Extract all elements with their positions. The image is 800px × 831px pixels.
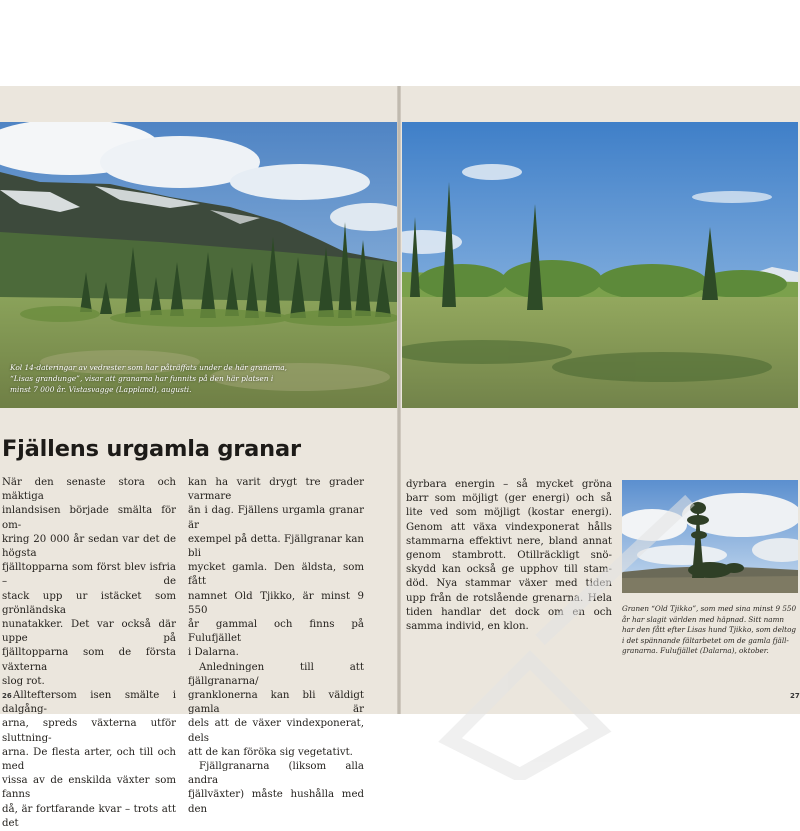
body-line: exempel på detta. Fjällgranar kan bli bbox=[188, 533, 364, 560]
body-line: arna. De flesta arter, och till och med bbox=[2, 746, 176, 773]
body-line: i Dalarna. bbox=[188, 647, 239, 659]
body-line: namnet Old Tjikko, är minst 9 550 bbox=[188, 590, 364, 616]
body-line: mycket gamla. Den äldsta, som fått bbox=[188, 562, 364, 588]
body-line: än i dag. Fjällens urgamla granar är bbox=[188, 505, 364, 531]
inset-caption-line: har den fått efter Lisas hund Tjikko, som deltog bbox=[622, 625, 796, 634]
article-title: Fjällens urgamla granar bbox=[2, 436, 301, 462]
body-line: tiden handlar det dock om en och bbox=[406, 606, 612, 618]
inset-caption-line: i det spännande fältarbetet om de gamla fjäll- bbox=[622, 635, 789, 645]
body-line: samma individ, en klon. bbox=[406, 621, 529, 633]
photo-caption bbox=[10, 362, 310, 395]
body-line: vissa av de enskilda växter som fanns bbox=[2, 775, 176, 801]
inset-caption-line: år har slagit världen med häpnad. Sitt namn bbox=[622, 614, 785, 624]
body-line: granklonerna kan bli väldigt gamla är bbox=[188, 690, 364, 716]
photo-spruce-meadow bbox=[402, 122, 798, 408]
body-line: dels att de växer vindexponerat, dels bbox=[188, 718, 364, 744]
body-line: dyrbara energin – så mycket gröna bbox=[406, 479, 612, 490]
body-line: Allteftersom isen smälte i dalgång- bbox=[2, 690, 176, 716]
body-line: barr som möjligt (ger energi) och så bbox=[406, 493, 612, 505]
body-line: skydd kan också ge upphov till stam- bbox=[406, 564, 612, 576]
text-column-1 bbox=[2, 476, 176, 831]
body-line: fjälltopparna som först blev isfria – de bbox=[2, 562, 176, 588]
body-line: stack upp ur istäcket som grönländska bbox=[2, 590, 176, 616]
body-line: kring 20 000 år sedan var det de högsta bbox=[2, 533, 176, 560]
body-line: Anledningen till att fjällgranarna/ bbox=[188, 661, 364, 687]
body-line: slog rot. bbox=[2, 675, 45, 687]
body-line: inlandsisen började smälta för om- bbox=[2, 505, 176, 531]
photo-caption-line: Kol 14-dateringar av vedrester som har påträffats under de här granarna, bbox=[10, 363, 288, 372]
body-line: död. Nya stammar växer med tiden bbox=[406, 578, 612, 590]
photo-old-tjikko bbox=[622, 480, 798, 593]
body-line: När den senaste stora och mäktiga bbox=[2, 477, 176, 503]
body-line: upp från de rotslående grenarna. Hela bbox=[406, 592, 612, 604]
inset-caption-line: granarna. Fulufjället (Dalarna), oktober. bbox=[622, 646, 769, 655]
text-column-2 bbox=[188, 476, 364, 817]
body-line: att de kan föröka sig vegetativt. bbox=[188, 746, 353, 758]
photo-caption-line: minst 7 000 år. Vistasvagge (Lappland), augusti. bbox=[10, 385, 192, 394]
body-line: Fjällgranarna (liksom alla andra bbox=[188, 761, 364, 787]
body-line: år gammal och finns på Fulufjället bbox=[188, 619, 364, 645]
body-line: genom stambrott. Otillräckligt snö- bbox=[406, 550, 612, 562]
text-column-3 bbox=[406, 478, 612, 634]
body-line: lite ved som möjligt (kostar energi). bbox=[406, 507, 612, 519]
photo-caption-line: “Lisas grandunge”, visar att granarna har funnits på den här platsen i bbox=[10, 374, 274, 383]
body-line: fjälltopparna som de första växterna bbox=[2, 647, 176, 673]
book-gutter bbox=[397, 86, 401, 714]
body-line: arna, spreds växterna utför sluttning- bbox=[2, 718, 176, 744]
body-line: Genom att växa vindexponerat hålls bbox=[406, 521, 612, 533]
body-line: stammarna effektivt nere, bland annat bbox=[406, 535, 612, 547]
page-number-right: 27 bbox=[790, 692, 800, 700]
body-line: kan ha varit drygt tre grader varmare bbox=[188, 477, 364, 503]
inset-caption bbox=[622, 604, 798, 657]
body-line: då, är fortfarande kvar – trots att det bbox=[2, 803, 176, 829]
body-line: fjällväxter) måste hushålla med den bbox=[188, 789, 364, 815]
page-number-left: 26 bbox=[2, 692, 12, 700]
body-line: nunatakker. Det var också där uppe på bbox=[2, 619, 176, 645]
inset-caption-line: Granen “Old Tjikko”, som med sina minst 9 550 bbox=[622, 604, 797, 613]
